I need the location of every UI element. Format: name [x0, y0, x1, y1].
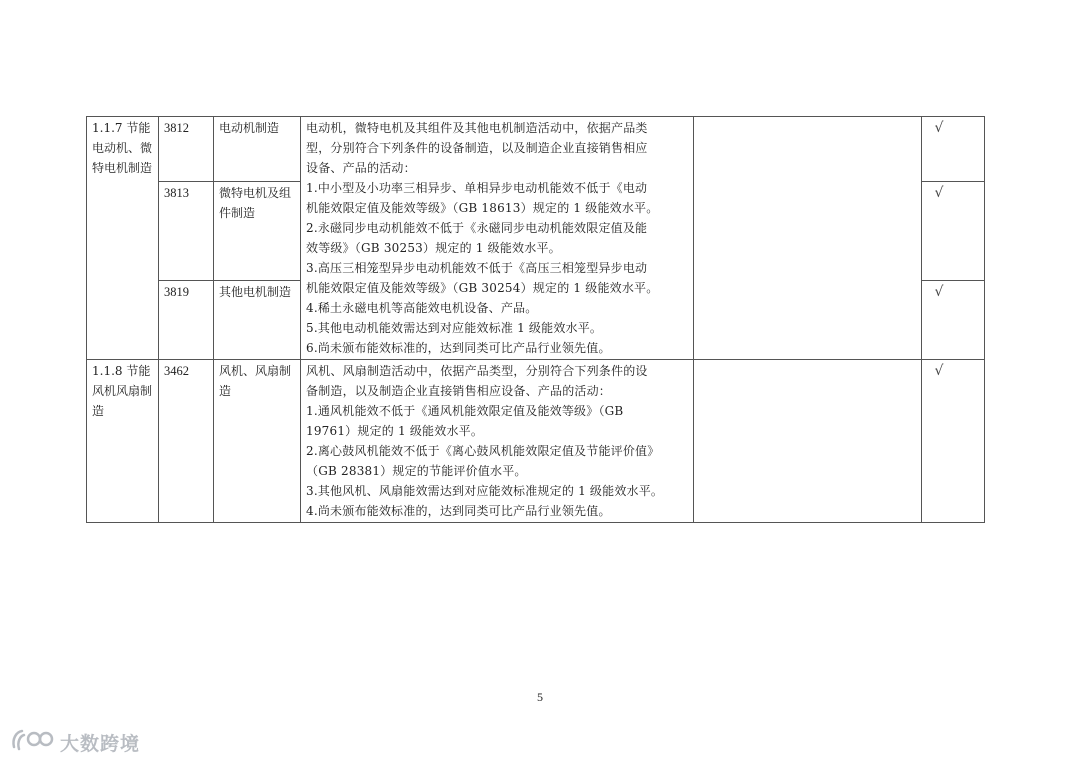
description-cell — [301, 117, 694, 360]
name-cell: 电动机制造 — [214, 117, 301, 182]
page-number: 5 — [537, 690, 543, 704]
watermark-text: 大数跨境 — [60, 732, 141, 755]
description-line: 机能效限定值及能效等级》（GB 30254）规定的 1 级能效水平。 — [306, 281, 659, 295]
code-cell: 3812 — [159, 117, 214, 182]
name-cell: 风机、风扇制造 — [214, 360, 301, 523]
table-row — [87, 360, 985, 523]
watermark — [10, 728, 140, 756]
standards-table — [86, 116, 985, 523]
category-cell: 1.1.8 节能风机风扇制造 — [87, 360, 159, 523]
description-line: 6.尚未颁布能效标准的，达到同类可比产品行业领先值。 — [306, 341, 611, 355]
code-cell: 3462 — [159, 360, 214, 523]
description-line: 风机、风扇制造活动中，依据产品类型，分别符合下列条件的设 — [306, 364, 648, 378]
description-line: （GB 28381）规定的节能评价值水平。 — [306, 464, 527, 478]
description-line: 备制造，以及制造企业直接销售相应设备、产品的活动： — [306, 384, 612, 398]
description-line: 4.稀土永磁电机等高能效电机设备、产品。 — [306, 301, 538, 315]
description-line: 机能效限定值及能效等级》（GB 18613）规定的 1 级能效水平。 — [306, 201, 659, 215]
category-cell: 1.1.7 节能电动机、微特电机制造 — [87, 117, 159, 360]
checkmark-icon: √ — [934, 284, 944, 301]
description-line: 设备、产品的活动： — [306, 161, 416, 175]
name-cell: 微特电机及组件制造 — [214, 181, 301, 280]
description-line: 型，分别符合下列条件的设备制造，以及制造企业直接销售相应 — [306, 141, 648, 155]
checkmark-cell — [922, 281, 985, 360]
description-line: 2.离心鼓风机能效不低于《离心鼓风机能效限定值及节能评价值》 — [306, 444, 660, 458]
description-line: 19761）规定的 1 级能效水平。 — [306, 424, 484, 438]
description-line: 5.其他电动机能效需达到对应能效标准 1 级能效水平。 — [306, 321, 603, 335]
description-line: 3.高压三相笼型异步电动机能效不低于《高压三相笼型异步电动 — [306, 261, 648, 275]
table-row — [87, 117, 985, 182]
description-line: 1.通风机能效不低于《通风机能效限定值及能效等级》（GB — [306, 404, 624, 418]
checkmark-icon: √ — [934, 363, 944, 379]
checkmark-cell — [922, 360, 985, 523]
description-cell — [301, 360, 694, 523]
code-cell: 3813 — [159, 181, 214, 280]
checkmark-icon: √ — [934, 184, 944, 201]
remark-cell — [694, 117, 922, 360]
remark-cell — [694, 360, 922, 523]
description-line: 电动机，微特电机及其组件及其他电机制造活动中，依据产品类 — [306, 121, 648, 135]
code-cell: 3819 — [159, 281, 214, 360]
checkmark-cell — [922, 117, 985, 182]
checkmark-cell — [922, 181, 985, 280]
checkmark-icon: √ — [934, 120, 944, 136]
description-line: 2.永磁同步电动机能效不低于《永磁同步电动机能效限定值及能 — [306, 221, 648, 235]
logo-icon — [10, 727, 56, 757]
description-line: 3.其他风机、风扇能效需达到对应能效标准规定的 1 级能效水平。 — [306, 484, 664, 498]
description-line: 4.尚未颁布能效标准的，达到同类可比产品行业领先值。 — [306, 504, 611, 518]
name-cell: 其他电机制造 — [214, 281, 301, 360]
description-line: 1.中小型及小功率三相异步、单相异步电动机能效不低于《电动 — [306, 181, 648, 195]
description-line: 效等级》（GB 30253）规定的 1 级能效水平。 — [306, 241, 561, 255]
